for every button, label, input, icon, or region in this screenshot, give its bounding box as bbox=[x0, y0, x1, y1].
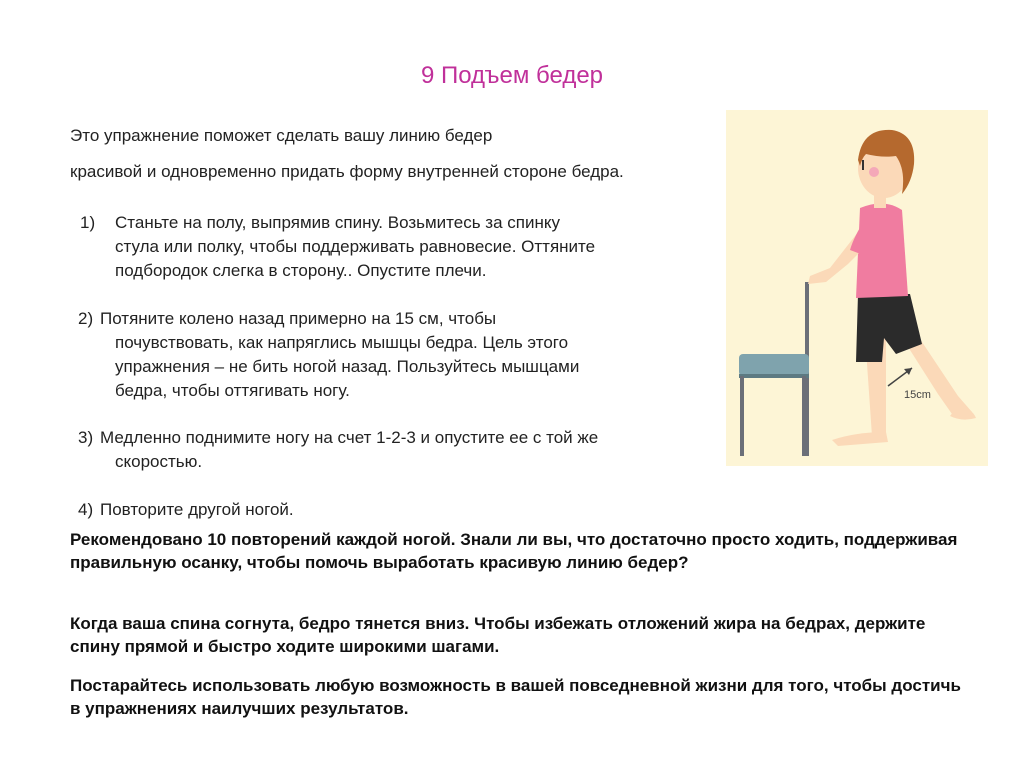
page-title: 9 Подъем бедер bbox=[420, 62, 604, 89]
step-number: 4) bbox=[78, 500, 94, 519]
distance-arrow-icon bbox=[888, 368, 912, 386]
intro-line-1: Это упражнение поможет сделать вашу линию бедер bbox=[70, 126, 493, 145]
step-number: 3) bbox=[78, 428, 94, 447]
step-number: 1) bbox=[80, 213, 96, 232]
step-line: скоростью. bbox=[115, 452, 203, 471]
step-line: Потяните колено назад примерно на 15 см, чтобы bbox=[100, 309, 497, 328]
step-3 bbox=[78, 426, 598, 474]
step-1 bbox=[80, 211, 595, 283]
step-2 bbox=[78, 307, 579, 403]
step-number: 2) bbox=[78, 309, 94, 328]
tip-paragraph-2: Когда ваша спина согнута, бедро тянется вниз. Чтобы избежать отложений жира на бедрах, держите спину прямой и быстро ходите широкими шагами. bbox=[70, 614, 926, 656]
tip-paragraph-1: Рекомендовано 10 повторений каждой ногой. Знали ли вы, что достаточно просто ходить, поддерживая правильную осанку, чтобы помочь выработать красивую линию бедер? bbox=[70, 530, 958, 572]
step-line: Станьте на полу, выпрямив спину. Возьмитесь за спинку bbox=[115, 213, 560, 232]
chair-icon bbox=[739, 282, 809, 456]
step-line: стула или полку, чтобы поддерживать равновесие. Оттяните bbox=[115, 237, 596, 256]
tip-paragraph-3: Постарайтесь использовать любую возможность в вашей повседневной жизни для того, чтобы достичь в упражнениях наилучших результатов. bbox=[70, 676, 961, 718]
step-line: почувствовать, как напряглись мышцы бедра. Цель этого bbox=[115, 333, 569, 352]
step-line: Повторите другой ногой. bbox=[100, 500, 294, 519]
step-line: упражнения – не бить ногой назад. Пользуйтесь мышцами bbox=[115, 357, 580, 376]
step-line: Медленно поднимите ногу на счет 1-2-3 и опустите ее с той же bbox=[100, 428, 599, 447]
person-icon bbox=[808, 130, 976, 446]
intro-line-2: красивой и одновременно придать форму внутренней стороне бедра. bbox=[70, 162, 624, 181]
step-line: бедра, чтобы оттягивать ногу. bbox=[115, 381, 350, 400]
exercise-illustration bbox=[726, 110, 988, 466]
person-with-chair-drawing bbox=[726, 110, 988, 466]
distance-label: 15cm bbox=[904, 389, 931, 401]
step-4 bbox=[78, 498, 294, 522]
step-line: подбородок слегка в сторону.. Опустите плечи. bbox=[115, 261, 487, 280]
